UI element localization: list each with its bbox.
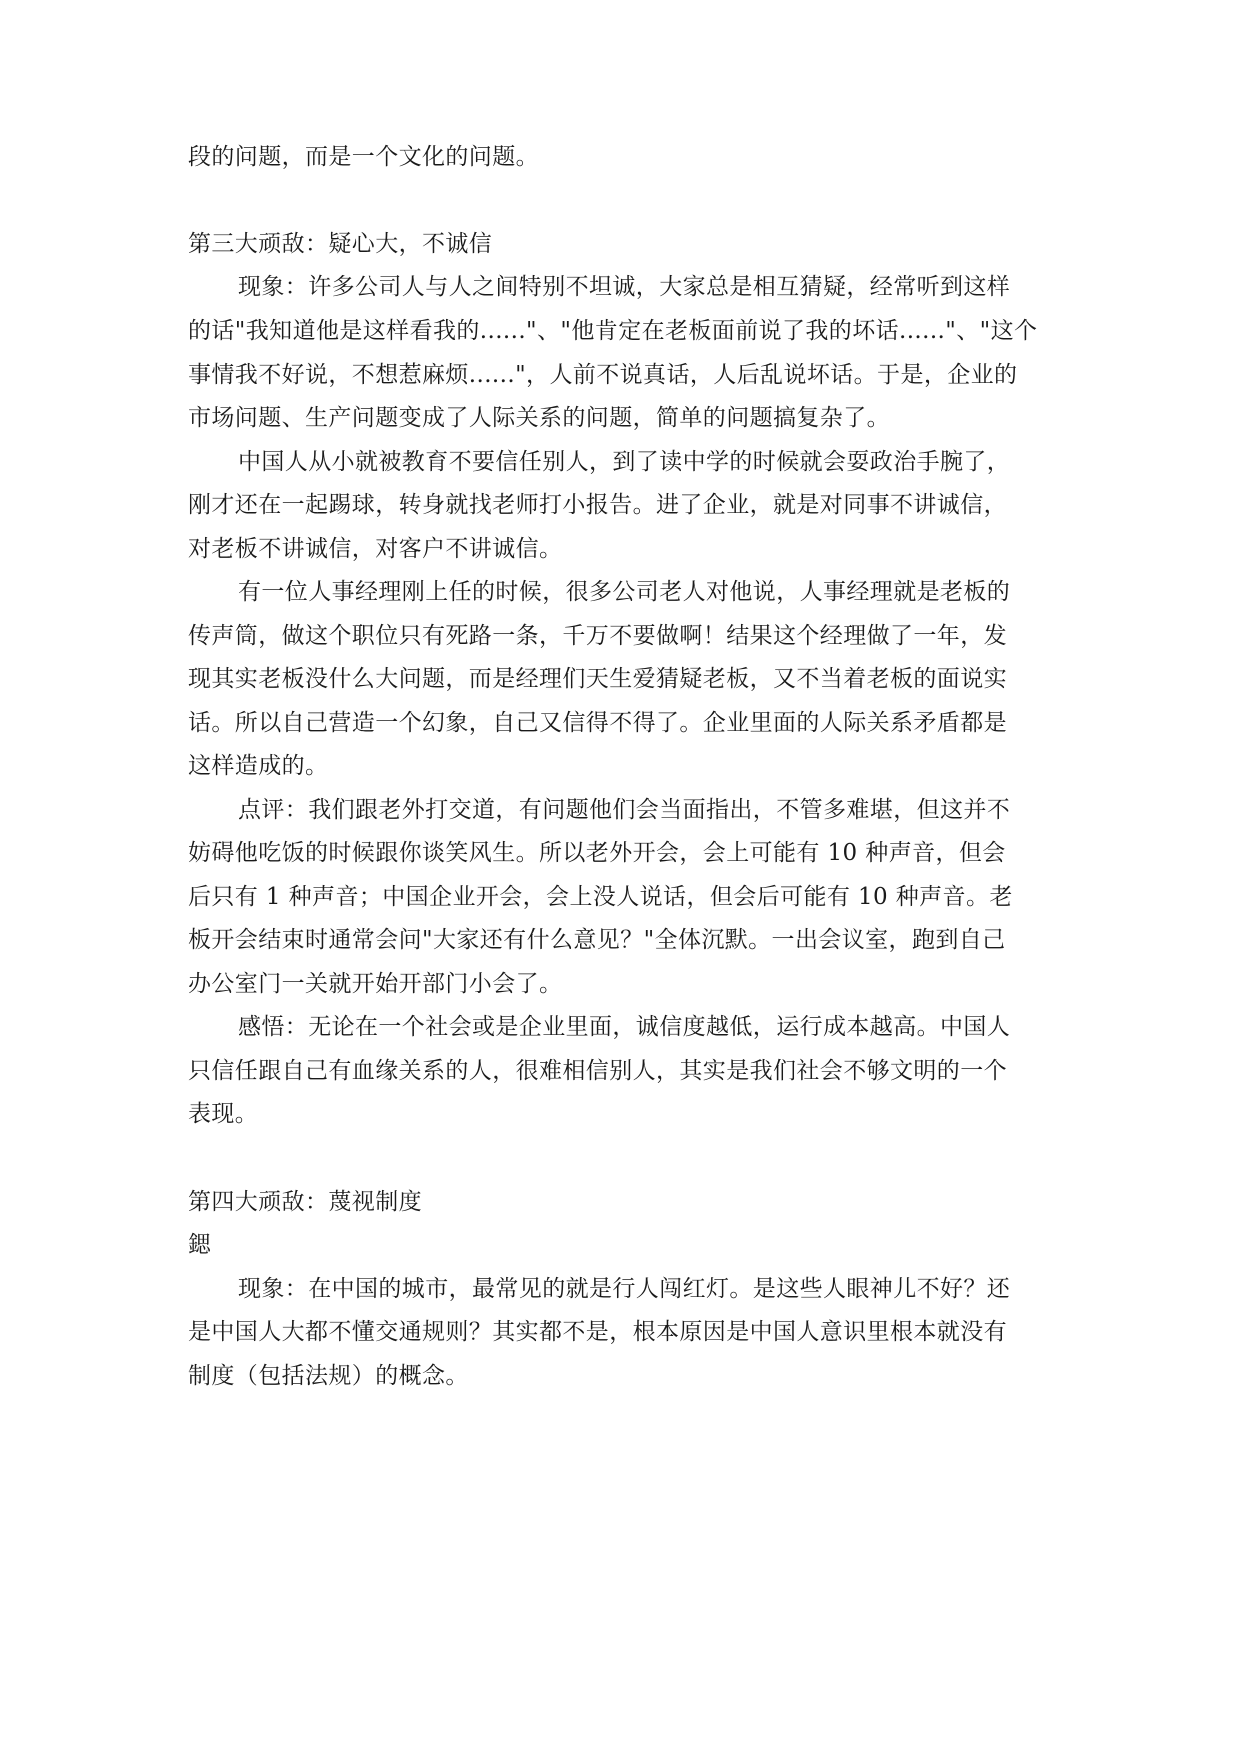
text-line: 办公室门一关就开始开部门小会了。	[188, 971, 563, 997]
section-heading: 第三大顽敌：疑心大，不诚信	[188, 231, 493, 257]
text-line: 是中国人大都不懂交通规则？其实都不是，根本原因是中国人意识里根本就没有	[188, 1319, 1007, 1345]
text-line: 的话"我知道他是这样看我的......"、"他肯定在老板面前说了我的坏话......"、"这个	[188, 318, 1038, 344]
section-heading: 第四大顽敌：蔑视制度	[188, 1189, 422, 1215]
text-line: 只信任跟自己有血缘关系的人，很难相信别人，其实是我们社会不够文明的一个	[188, 1058, 1007, 1084]
text-line: 妨碍他吃饭的时候跟你谈笑风生。所以老外开会，会上可能有 10 种声音，但会	[188, 840, 1006, 866]
text-line: 现象：在中国的城市，最常见的就是行人闯红灯。是这些人眼神儿不好？还	[238, 1276, 1011, 1302]
text-line: 后只有 1 种声音；中国企业开会，会上没人说话，但会后可能有 10 种声音。老	[188, 884, 1013, 910]
text-line: 现象：许多公司人与人之间特别不坦诚，大家总是相互猜疑，经常听到这样	[238, 274, 1011, 300]
text-line: 事情我不好说，不想惹麻烦......"，人前不说真话，人后乱说坏话。于是，企业的	[188, 362, 1018, 388]
text-line: 中国人从小就被教育不要信任别人，到了读中学的时候就会耍政治手腕了，	[238, 449, 1011, 475]
text-line: 传声筒，做这个职位只有死路一条，千万不要做啊！结果这个经理做了一年，发	[188, 623, 1007, 649]
text-line: 段的问题，而是一个文化的问题。	[188, 144, 539, 170]
text-line: 鍶	[188, 1232, 212, 1258]
text-line: 刚才还在一起踢球，转身就找老师打小报告。进了企业，就是对同事不讲诚信，	[188, 492, 1007, 518]
text-line: 话。所以自己营造一个幻象，自己又信得不得了。企业里面的人际关系矛盾都是	[188, 710, 1007, 736]
text-line: 对老板不讲诚信，对客户不讲诚信。	[188, 536, 563, 562]
text-line: 表现。	[188, 1101, 259, 1127]
text-line: 感悟：无论在一个社会或是企业里面，诚信度越低，运行成本越高。中国人	[238, 1014, 1011, 1040]
text-line: 现其实老板没什么大问题，而是经理们天生爱猜疑老板，又不当着老板的面说实	[188, 666, 1007, 692]
text-line: 有一位人事经理刚上任的时候，很多公司老人对他说，人事经理就是老板的	[238, 579, 1011, 605]
text-line: 制度（包括法规）的概念。	[188, 1363, 469, 1389]
text-line: 这样造成的。	[188, 753, 329, 779]
text-line: 市场问题、生产问题变成了人际关系的问题，简单的问题搞复杂了。	[188, 405, 890, 431]
text-line: 点评：我们跟老外打交道，有问题他们会当面指出，不管多难堪，但这并不	[238, 797, 1011, 823]
text-line: 板开会结束时通常会问"大家还有什么意见？"全体沉默。一出会议室，跑到自己	[188, 927, 1006, 953]
